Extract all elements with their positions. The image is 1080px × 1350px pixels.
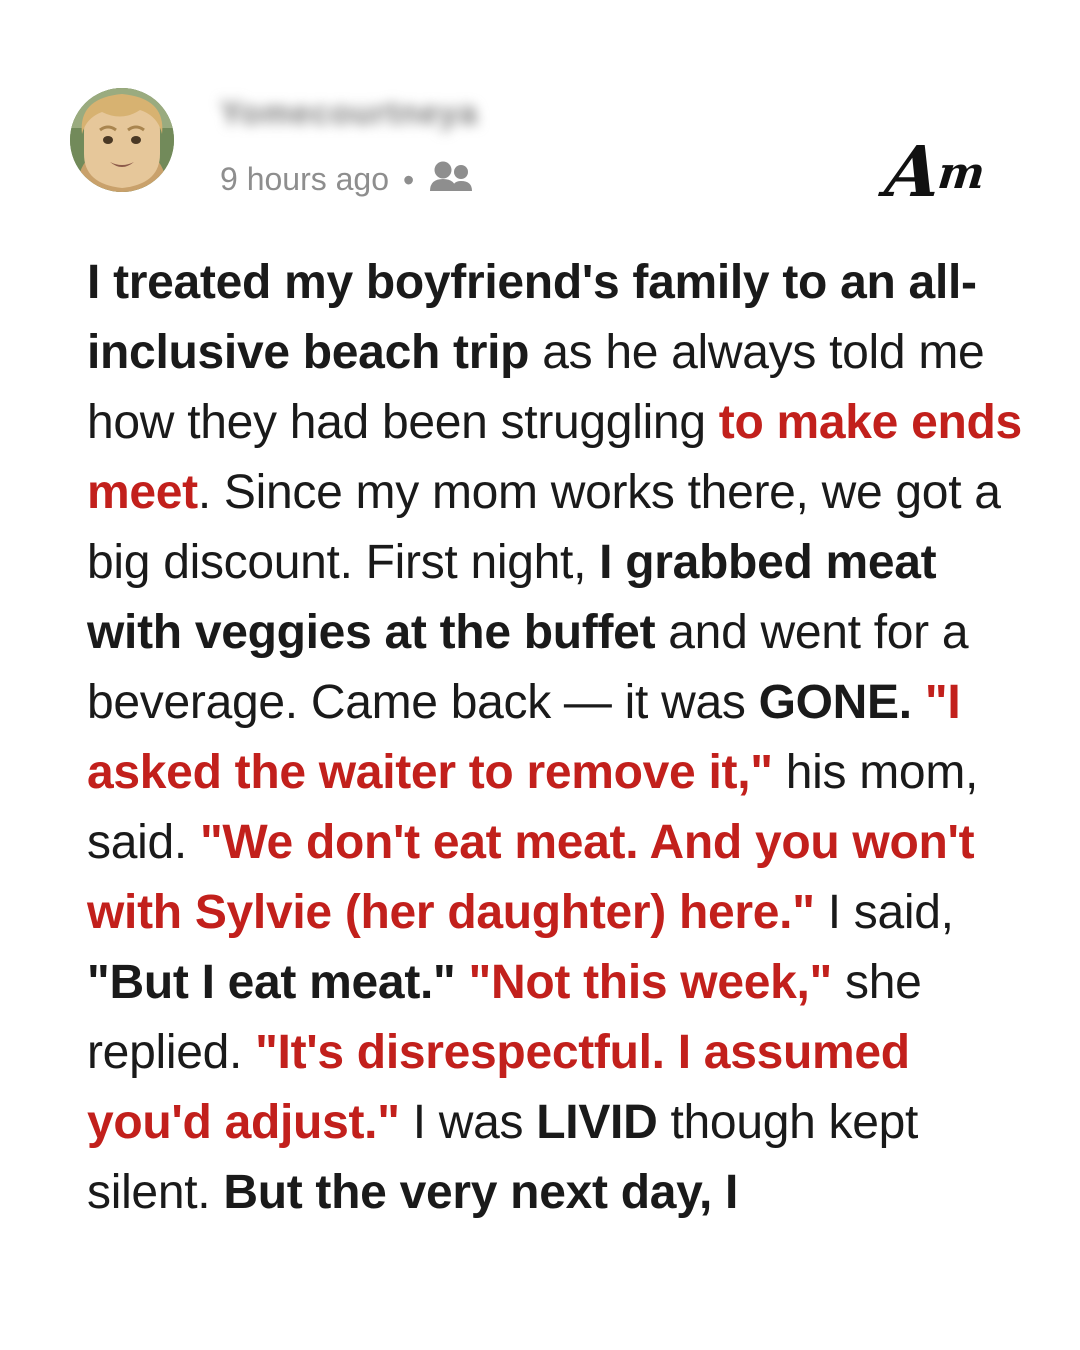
story-segment: his mom, said. — [87, 746, 979, 869]
story-segment: she replied. — [87, 956, 922, 1079]
author-block — [220, 92, 840, 134]
story-segment: GONE. — [758, 676, 912, 729]
story-segment: "We don't eat meat. And you won't with Sylvie (her daughter) here." — [87, 816, 975, 939]
brand-logo-main: A — [881, 130, 943, 213]
author-name[interactable]: Yomecourtneya — [220, 94, 479, 131]
post-body-text — [55, 248, 1025, 1228]
user-avatar-photo — [70, 88, 174, 192]
story-segment: I said, — [814, 886, 954, 939]
story-segment: I was — [399, 1096, 537, 1149]
story-segment — [912, 676, 925, 729]
post-header — [55, 78, 1025, 248]
brand-logo-suffix: m — [935, 148, 986, 199]
post-timestamp: 9 hours ago — [220, 161, 390, 197]
brand-logo — [882, 130, 988, 213]
story-segment: "I asked the waiter to remove it," — [87, 676, 961, 799]
story-segment — [456, 956, 469, 1009]
post-meta — [220, 160, 474, 199]
story-segment: "It's disrespectful. I assumed you'd adjust." — [87, 1026, 910, 1149]
story-segment: . Since my mom works there, we got a big discount. First night, — [87, 466, 1001, 589]
story-segment: I treated my boyfriend's family to an all-inclusive beach trip — [87, 256, 977, 379]
story-segment: "But I eat meat." — [87, 956, 456, 1009]
story-segment: to make ends meet — [87, 396, 1022, 519]
story-segment: as he always told me how they had been struggling — [87, 326, 985, 449]
story-segment: LIVID — [536, 1096, 658, 1149]
story-segment: "Not this week," — [468, 956, 832, 1009]
story-segment: I grabbed meat with veggies at the buffet — [87, 536, 937, 659]
meta-separator: • — [403, 161, 415, 198]
story-segment: and went for a beverage. Came back — it was — [87, 606, 969, 729]
avatar[interactable] — [70, 88, 174, 192]
friends-icon[interactable] — [428, 160, 474, 199]
story-segment: though kept silent. — [87, 1096, 919, 1219]
story-segment: But the very next day, I — [223, 1166, 739, 1219]
